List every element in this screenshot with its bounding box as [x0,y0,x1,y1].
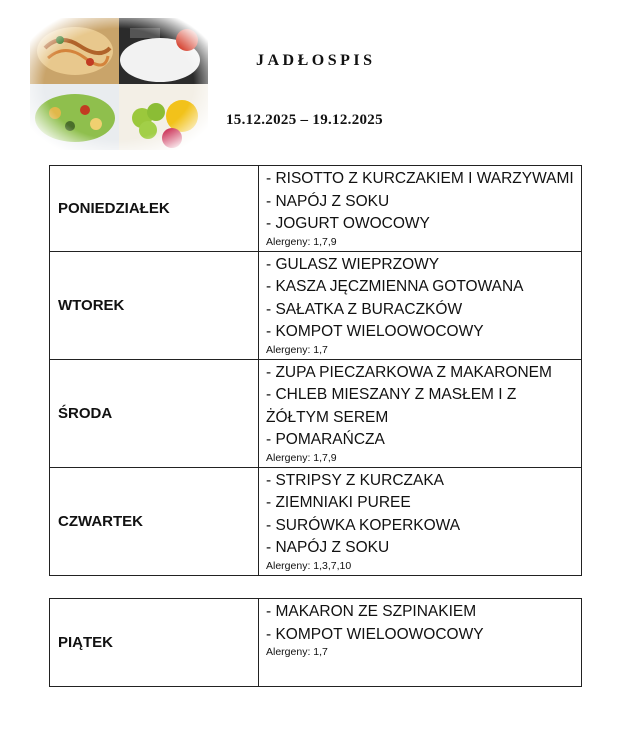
menu-table-friday [49,598,582,687]
day-label: ŚRODA [50,359,259,467]
dish-item: - NAPÓJ Z SOKU [266,539,390,556]
allergens-note: Alergeny: 1,7 [266,343,328,356]
dish-item: - CHLEB MIESZANY Z MASŁEM I Z ŻÓŁTYM SEREM [266,386,517,426]
dish-item: - POMARAŃCZA [266,431,385,448]
dish-item: - KOMPOT WIELOOWOCOWY [266,625,484,643]
allergens-note: Alergeny: 1,7,9 [266,235,337,248]
menu-row-monday [50,166,582,252]
dish-item: - SURÓWKA KOPERKOWA [266,516,461,534]
dish-item: - MAKARON ZE SZPINAKIEM [266,603,477,620]
dish-item: - ZUPA PIECZARKOWA Z MAKARONEM [266,363,552,381]
dish-item: - RISOTTO Z KURCZAKIEM I WARZYWAMI [266,170,574,187]
day-label: WTOREK [50,251,259,359]
dish-list [259,251,582,359]
dish-item: - JOGURT OWOCOWY [266,215,430,232]
day-label: CZWARTEK [50,467,259,575]
dish-item: - KOMPOT WIELOOWOCOWY [266,323,484,340]
dish-item: - SAŁATKA Z BURACZKÓW [266,300,463,318]
menu-row-tuesday [50,251,582,359]
dish-list [259,467,582,575]
day-label: PIĄTEK [50,599,259,687]
menu-row-wednesday [50,359,582,467]
allergens-note: Alergeny: 1,7,9 [266,451,337,464]
dish-item: - STRIPSY Z KURCZAKA [266,471,444,489]
dish-list [259,359,582,467]
food-photo-collage [30,18,208,150]
menu-table [49,165,582,576]
food-photo-collage-icon [30,18,208,150]
allergens-note: Alergeny: 1,3,7,10 [266,559,352,572]
day-label: PONIEDZIAŁEK [50,166,259,252]
dish-item: - NAPÓJ Z SOKU [266,192,390,210]
menu-row-friday [50,599,582,687]
allergens-note: Alergeny: 1,7 [266,646,328,658]
page-title: JADŁOSPIS [256,52,376,69]
dish-item: - GULASZ WIEPRZOWY [266,255,440,273]
dish-item: - ZIEMNIAKI PUREE [266,494,411,511]
menu-row-thursday [50,467,582,575]
dish-list [259,166,582,252]
dish-item: - KASZA JĘCZMIENNA GOTOWANA [266,278,524,295]
date-range: 15.12.2025 – 19.12.2025 [226,112,383,128]
dish-list [259,599,582,687]
